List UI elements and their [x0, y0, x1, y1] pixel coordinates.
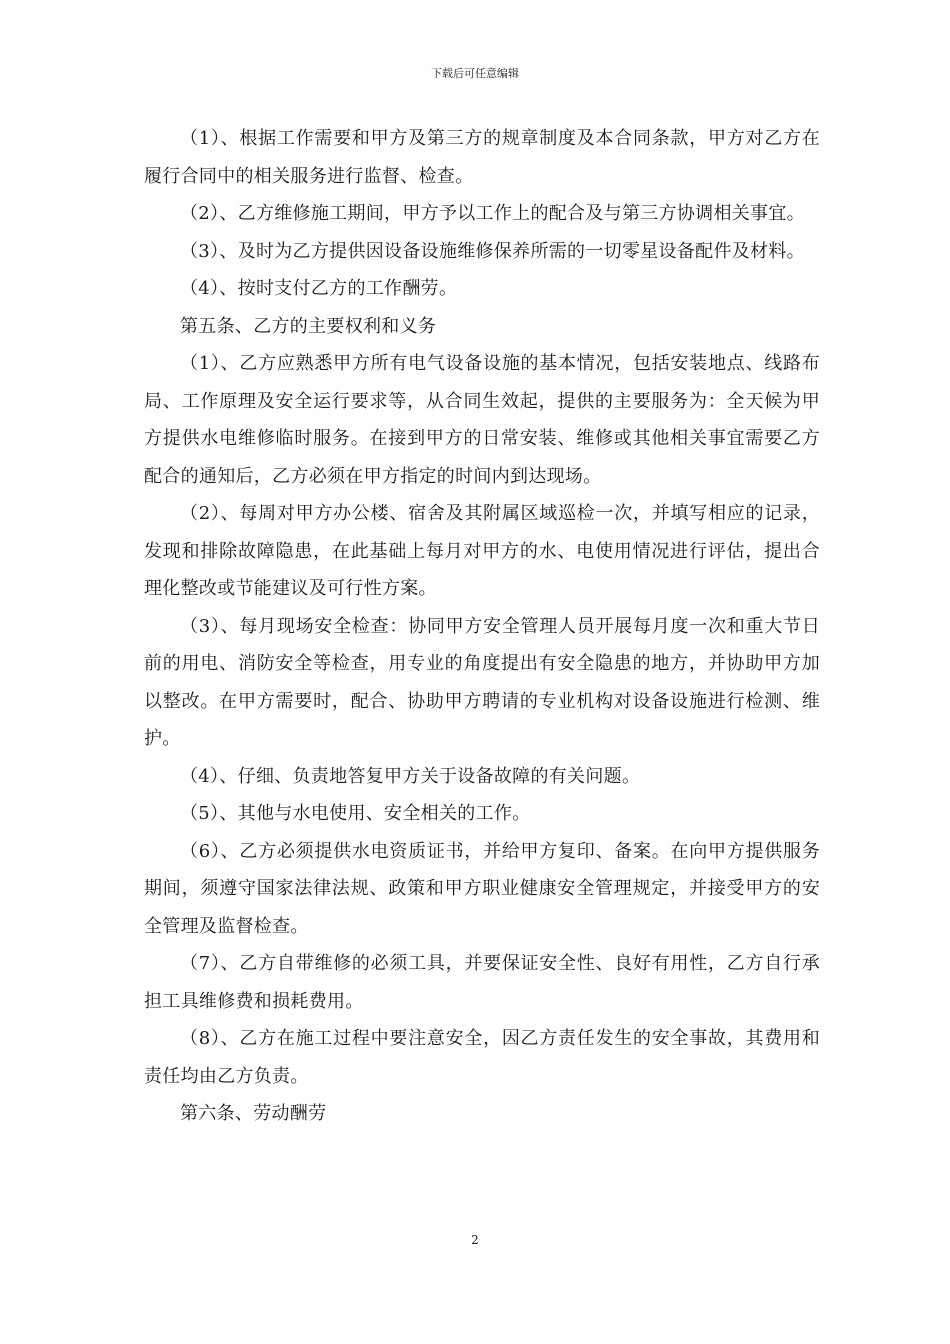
page-header: 下载后可任意编辑: [431, 67, 519, 80]
clause-paragraph: （1）、乙方应熟悉甲方所有电气设备设施的基本情况，包括安装地点、线路布局、工作原理及安全运行要求等，从合同生效起，提供的主要服务为：全天候为甲方提供水电维修临时服务。在接到甲方的日常安装、维修或其他相关事宜需要乙方配合的通知后，乙方必须在甲方指定的时间内到达现场。: [144, 353, 820, 487]
clause-paragraph: （2）、每周对甲方办公楼、宿舍及其附属区域巡检一次，并填写相应的记录，发现和排除故障隐患，在此基础上每月对甲方的水、电使用情况进行评估，提出合理化整改或节能建议及可行性方案。: [144, 503, 820, 599]
clause-paragraph: （2）、乙方维修施工期间，甲方予以工作上的配合及与第三方协调相关事宜。: [180, 203, 805, 224]
clause-paragraph: （5）、其他与水电使用、安全相关的工作。: [180, 803, 531, 824]
section-heading: 第六条、劳动酬劳: [180, 1103, 327, 1124]
clause-paragraph: （3）、每月现场安全检查：协同甲方安全管理人员开展每月度一次和重大节日前的用电、消防安全等检查，用专业的角度提出有安全隐患的地方，并协助甲方加以整改。在甲方需要时，配合、协助甲方聘请的专业机构对设备设施进行检测、维护。: [144, 615, 820, 749]
clause-paragraph: （6）、乙方必须提供水电资质证书，并给甲方复印、备案。在向甲方提供服务期间，须遵守国家法律法规、政策和甲方职业健康安全管理规定，并接受甲方的安全管理及监督检查。: [144, 840, 820, 937]
clause-paragraph: （4）、按时支付乙方的工作酬劳。: [180, 278, 458, 299]
clause-paragraph: （1）、根据工作需要和甲方及第三方的规章制度及本合同条款，甲方对乙方在履行合同中的相关服务进行监督、检查。: [144, 128, 820, 187]
clause-paragraph: （4）、仔细、负责地答复甲方关于设备故障的有关问题。: [180, 765, 641, 787]
clause-paragraph: （7）、乙方自带维修的必须工具，并要保证安全性、良好有用性，乙方自行承担工具维修费和损耗费用。: [144, 953, 820, 1012]
page-number: 2: [471, 1233, 479, 1247]
section-heading: 第五条、乙方的主要权利和义务: [180, 315, 437, 337]
clause-paragraph: （3）、及时为乙方提供因设备设施维修保养所需的一切零星设备配件及材料。: [180, 240, 805, 262]
document-body: [144, 120, 820, 1133]
clause-paragraph: （8）、乙方在施工过程中要注意安全，因乙方责任发生的安全事故，其费用和责任均由乙方负责。: [144, 1028, 820, 1087]
